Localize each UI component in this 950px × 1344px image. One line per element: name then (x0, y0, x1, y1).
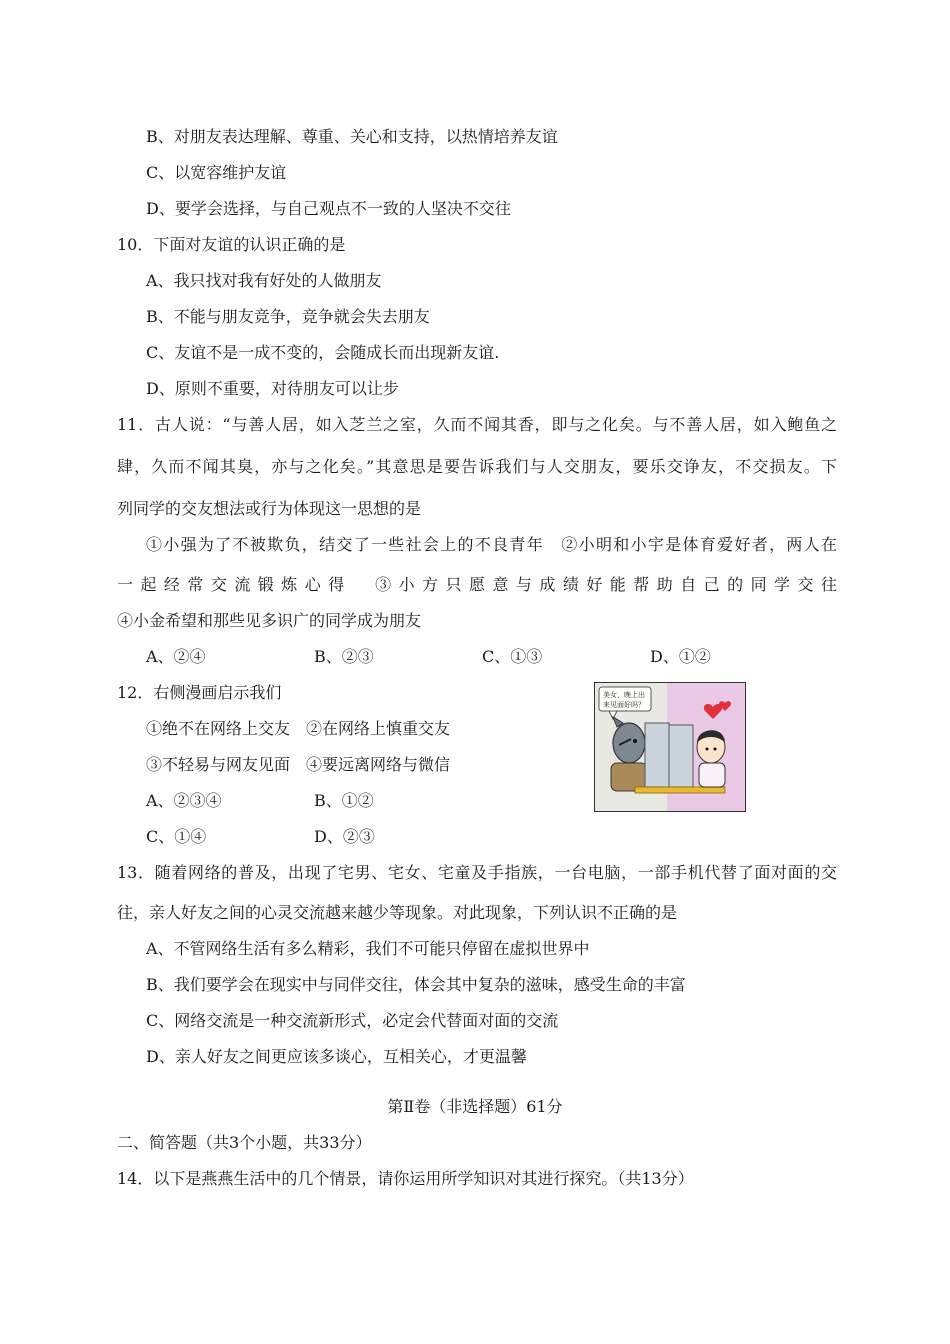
q10-stem: 10．下面对友谊的认识正确的是 (117, 235, 346, 254)
q12-option-a: A、②③④ (146, 791, 222, 810)
q10-option-a: A、我只找对我有好处的人做朋友 (146, 271, 382, 290)
q11-stem-line1: 11．古人说：“与善人居，如入芝兰之室，久而不闻其香，即与之化矣。与不善人居，如入鲍鱼之 (117, 415, 837, 434)
q12-option-b: B、①② (314, 791, 374, 810)
q11-items-line3: ④小金希望和那些见多识广的同学成为朋友 (117, 611, 422, 630)
wolf-head (613, 723, 645, 763)
q11-stem-line2: 肆，久而不闻其臭，亦与之化矣。”其意思是要告诉我们与人交朋友，要乐交诤友，不交损友。下 (117, 457, 837, 476)
computer-monitor-right (669, 725, 693, 787)
q13-stem-line2: 往，亲人好友之间的心灵交流越来越少等现象。对此现象，下列认识不正确的是 (117, 903, 678, 922)
speech-bubble-text-1: 美女，晚上出 (603, 691, 645, 699)
comic-illustration (594, 682, 746, 812)
q9-option-c: C、以宽容维护友谊 (146, 163, 287, 182)
speech-bubble-text-2: 来见面好吗？ (603, 701, 645, 709)
q11-option-a: A、②④ (146, 647, 206, 666)
q14-stem: 14．以下是燕燕生活中的几个情景，请你运用所学知识对其进行探究。（共13分） (117, 1169, 694, 1188)
q9-option-b: B、对朋友表达理解、尊重、关心和支持，以热情培养友谊 (146, 127, 558, 146)
q12-option-d: D、②③ (314, 827, 375, 846)
q11-stem-line3: 列同学的交友想法或行为体现这一思想的是 (117, 499, 422, 518)
q11-items-line1: ①小强为了不被欺负，结交了一些社会上的不良青年 ②小明和小宇是体育爱好者，两人在 (146, 535, 837, 554)
q12-option-c: C、①④ (146, 827, 207, 846)
q11-items-line2: 一起经常交流锻炼心得 ③小方只愿意与成绩好能帮助自己的同学交往 (117, 575, 837, 594)
q13-option-b: B、我们要学会在现实中与同伴交往，体会其中复杂的滋味，感受生命的丰富 (146, 975, 686, 994)
desk (635, 787, 725, 793)
q13-option-d: D、亲人好友之间更应该多谈心，互相关心，才更温馨 (146, 1047, 527, 1066)
q12-items-line1: ①绝不在网络上交友 ②在网络上慎重交友 (146, 719, 451, 738)
q13-option-a: A、不管网络生活有多么精彩，我们不可能只停留在虚拟世界中 (146, 939, 590, 958)
comic-drawing (595, 683, 745, 811)
q10-option-d: D、原则不重要，对待朋友可以让步 (146, 379, 399, 398)
q11-option-d: D、①② (650, 647, 711, 666)
q9-option-d: D、要学会选择，与自己观点不一致的人坚决不交往 (146, 199, 511, 218)
q13-option-c: C、网络交流是一种交流新形式，必定会代替面对面的交流 (146, 1011, 559, 1030)
q13-stem-line1: 13．随着网络的普及，出现了宅男、宅女、宅童及手指族，一台电脑，一部手机代替了面对面的交 (117, 863, 837, 882)
part-heading: 二、简答题（共3个小题，共33分） (117, 1133, 372, 1152)
computer-monitor-left (645, 723, 669, 787)
q11-option-c: C、①③ (482, 647, 543, 666)
q10-option-b: B、不能与朋友竞争，竞争就会失去朋友 (146, 307, 430, 326)
girl-body (699, 763, 725, 787)
q11-option-b: B、②③ (314, 647, 374, 666)
section-title: 第Ⅱ卷（非选择题）61分 (387, 1097, 563, 1116)
q12-items-line2: ③不轻易与网友见面 ④要远离网络与微信 (146, 755, 451, 774)
q10-option-c: C、友谊不是一成不变的，会随成长而出现新友谊. (146, 343, 500, 362)
q12-stem: 12．右侧漫画启示我们 (117, 683, 282, 702)
